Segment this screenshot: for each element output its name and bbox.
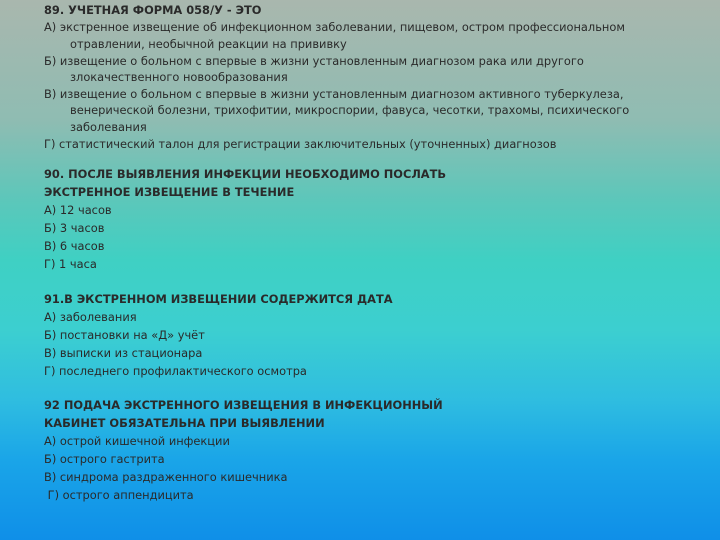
question-89 bbox=[44, 2, 684, 152]
answer-b: Б) постановки на «Д» учёт bbox=[44, 328, 205, 343]
answer-d: Г) 1 часа bbox=[44, 256, 97, 271]
answer-b: Б) 3 часов bbox=[44, 220, 105, 235]
question-title-line-2: КАБИНЕТ ОБЯЗАТЕЛЬНА ПРИ ВЫЯВЛЕНИИ bbox=[44, 415, 325, 430]
question-title-line-1: 90. ПОСЛЕ ВЫЯВЛЕНИЯ ИНФЕКЦИИ НЕОБХОДИМО ПОСЛАТЬ bbox=[44, 167, 447, 182]
question-92 bbox=[44, 397, 684, 504]
answer-d-line-1: Г) статистический талон для регистрации заключительных (уточненных) диагнозов bbox=[44, 136, 557, 151]
question-title: 89. УЧЕТНАЯ ФОРМА 058/У - ЭТО bbox=[44, 3, 262, 17]
answer-d: Г) последнего профилактического осмотра bbox=[44, 364, 307, 379]
answer-c: В) 6 часов bbox=[44, 238, 105, 253]
answer-c: В) синдрома раздраженного кишечника bbox=[44, 470, 288, 485]
answer-b: Б) острого гастрита bbox=[44, 452, 165, 467]
question-title-line-1: 92 ПОДАЧА ЭКСТРЕННОГО ИЗВЕЩЕНИЯ В ИНФЕКЦИОННЫЙ bbox=[44, 398, 443, 413]
answer-c-line-1: В) извещение о больном с впервые в жизни установленным диагнозом активного туберкулеза, bbox=[44, 86, 624, 101]
answer-c-line-3: заболевания bbox=[70, 119, 147, 134]
question-90 bbox=[44, 166, 684, 273]
answer-c-line-2: венерической болезни, трихофитии, микроспории, фавуса, чесотки, трахомы, психического bbox=[70, 103, 630, 118]
answer-a: А) острой кишечной инфекции bbox=[44, 434, 230, 449]
question-title: 91.В ЭКСТРЕННОМ ИЗВЕЩЕНИИ СОДЕРЖИТСЯ ДАТА bbox=[44, 291, 393, 306]
answer-a: А) 12 часов bbox=[44, 202, 112, 217]
answer-a-line-1: А) экстренное извещение об инфекционном заболевании, пищевом, остром профессиональном bbox=[44, 20, 625, 35]
question-title-line-2: ЭКСТРЕННОЕ ИЗВЕЩЕНИЕ В ТЕЧЕНИЕ bbox=[44, 184, 295, 199]
answer-d: Г) острого аппендицита bbox=[44, 488, 194, 503]
answer-a-line-2: отравлении, необычной реакции на прививку bbox=[70, 37, 347, 51]
answer-c: В) выписки из стационара bbox=[44, 346, 203, 361]
question-91 bbox=[44, 291, 684, 380]
answer-b-line-2: злокачественного новообразования bbox=[70, 70, 288, 85]
answer-b-line-1: Б) извещение о больном с впервые в жизни установленным диагнозом рака или другого bbox=[44, 53, 584, 68]
answer-a: А) заболевания bbox=[44, 310, 137, 325]
slide-content bbox=[44, 2, 684, 504]
